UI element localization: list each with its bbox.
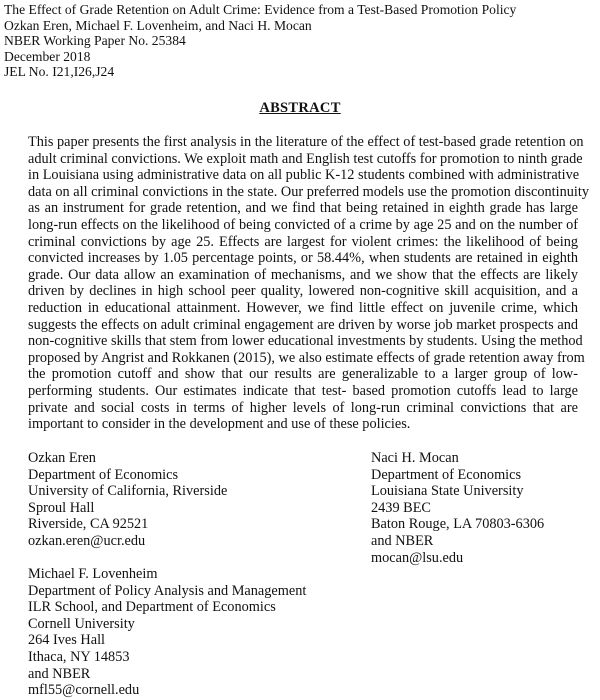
abstract-line: non-cognitive skills that stem from lower educational investments by students. Using the method: [28, 333, 583, 350]
author-nber: and NBER: [28, 665, 91, 682]
abstract-line: the promotion cutoff and show that our results are generalizable to a larger group of low-: [28, 366, 578, 383]
author-department: Department of Economics: [28, 466, 179, 483]
author-institution: University of California, Riverside: [28, 483, 228, 500]
author-nber: and NBER: [371, 532, 434, 549]
abstract-line: driven by declines in high school peer quality, lowered non-cognitive skill acquisition, and a: [28, 283, 578, 300]
abstract-line: suggests the effects on adult criminal engagement are driven by worse job market prospects and: [28, 316, 578, 333]
abstract-line: private and social costs in terms of higher levels of long-run criminal convictions that are: [28, 399, 578, 416]
author-building: Sproul Hall: [28, 499, 95, 516]
author-name: Naci H. Mocan: [371, 450, 459, 466]
abstract-line: as an instrument for grade retention, and we find that being retained in eighth grade has large: [28, 200, 578, 217]
author-school: ILR School, and Department of Economics: [28, 599, 276, 616]
author-building: 2439 BEC: [371, 499, 431, 516]
abstract-body: [28, 134, 590, 433]
jel-codes: JEL No. I21,I26,J24: [4, 64, 115, 80]
paper-header: [4, 2, 516, 80]
author-name: Ozkan Eren: [28, 450, 96, 466]
author-affiliation-mocan: [371, 450, 544, 566]
author-institution: Cornell University: [28, 615, 135, 632]
author-department: Department of Policy Analysis and Management: [28, 582, 307, 599]
author-building: 264 Ives Hall: [28, 632, 106, 649]
author-department: Department of Economics: [371, 466, 522, 483]
abstract-line: long-run effects on the likelihood of being convicted of a crime by age 25 and on the number of: [28, 216, 578, 233]
abstract-heading: ABSTRACT: [259, 100, 341, 116]
author-city: Baton Rouge, LA 70803-6306: [371, 516, 545, 533]
abstract-line: reduction in educational attainment. However, we find little effect on juvenile crime, which: [28, 299, 578, 316]
abstract-line: convicted increases by 1.05 percentage points, or 58.44%, when students are retained in eighth: [28, 250, 578, 267]
abstract-line: criminal convictions by age 25. Effects are largest for violent crimes: the likelihood of being: [28, 233, 578, 250]
abstract-line: performing students. Our estimates indicate that test- based promotion cutoffs lead to large: [28, 382, 578, 399]
abstract-line: important to consider in the development and use of these policies.: [28, 416, 411, 433]
abstract-line: proposed by Angrist and Rokkanen (2015), we also estimate effects of grade retention away from: [28, 349, 585, 366]
working-paper-number: NBER Working Paper No. 25384: [4, 33, 186, 49]
author-email: mocan@lsu.edu: [371, 549, 464, 566]
abstract-line: This paper presents the first analysis in the literature of the effect of test-based grade retention on: [28, 134, 584, 150]
author-city: Riverside, CA 92521: [28, 516, 149, 533]
paper-authors: Ozkan Eren, Michael F. Lovenheim, and Naci H. Mocan: [4, 17, 312, 33]
author-city: Ithaca, NY 14853: [28, 648, 130, 665]
abstract-line: grade. Our data allow an examination of mechanisms, and we show that the effects are likely: [28, 266, 578, 283]
author-name: Michael F. Lovenheim: [28, 566, 158, 582]
author-affiliation-eren: [28, 450, 227, 550]
author-institution: Louisiana State University: [371, 483, 524, 500]
abstract-line: data on all criminal convictions in the state. Our preferred models use the promotion discontinuity: [28, 183, 590, 200]
author-email: mfl55@cornell.edu: [28, 682, 140, 699]
author-email: ozkan.eren@ucr.edu: [28, 532, 146, 549]
abstract-line: in Louisiana using administrative data on all public K-12 students combined with administrative: [28, 167, 580, 184]
paper-title: The Effect of Grade Retention on Adult Crime: Evidence from a Test-Based Promotion Policy: [4, 2, 517, 17]
author-affiliation-lovenheim: [28, 566, 306, 699]
publication-date: December 2018: [4, 48, 91, 64]
abstract-line: adult criminal convictions. We exploit math and English test cutoffs for promotion to ninth grade: [28, 150, 583, 167]
